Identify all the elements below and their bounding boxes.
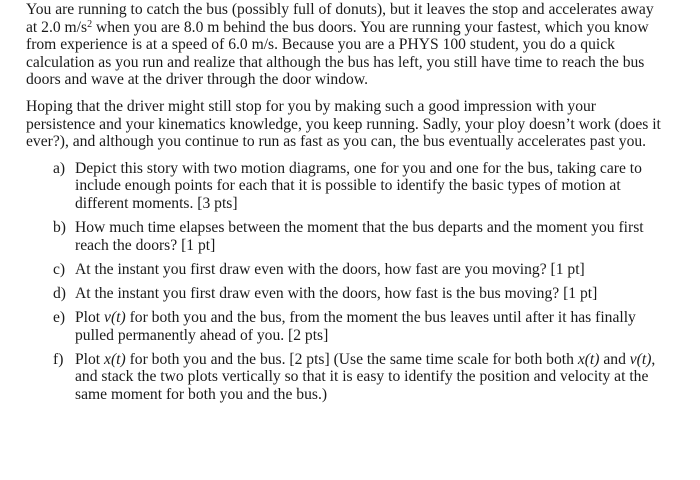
question-f-pre: Plot (75, 350, 105, 368)
question-f (53, 351, 666, 404)
question-d-text: At the instant you first draw even with the doors, how fast is the bus moving? [1 pt] (75, 284, 598, 302)
question-b-text: How much time elapses between the moment that the bus departs and the moment you first reach the doors? [1 pt] (75, 219, 644, 254)
question-a-label: a) (53, 159, 66, 177)
question-list (26, 160, 666, 404)
intro-paragraph-1-part-2: when you are 8.0 m behind the bus doors. You are running your fastest, which you know from experience is at a speed of 6.0 m/s. Because you are a PHYS 100 student, you do a quick calculation as you run and realize that although the bus has left, you still have time to reach the bus doors and wave at the driver through the door window. (26, 18, 649, 89)
question-b (53, 219, 666, 254)
acceleration-exponent: 2 (87, 18, 93, 30)
question-a-text: Depict this story with two motion diagrams, one for you and one for the bus, taking care to include enough points for each that it is possible to identify the basic types of motion at different moments. [3 pts] (75, 159, 642, 212)
question-f-math-xt-2: x(t) (577, 350, 600, 368)
question-f-text (75, 351, 666, 404)
question-f-label: f) (53, 350, 64, 368)
question-f-math-vt: v(t) (629, 350, 652, 368)
question-a (53, 160, 666, 213)
question-e-pre: Plot (75, 308, 105, 326)
question-e-math-vt: v(t) (104, 308, 126, 326)
question-b-label: b) (53, 219, 66, 237)
question-f-post: , and stack the two plots vertically so that it is easy to identify the position and velocity at the same moment for both you and the bus.) (75, 350, 656, 403)
question-c-label: c) (53, 260, 66, 278)
question-c (53, 261, 666, 279)
question-e-label: e) (53, 308, 66, 326)
question-e (53, 309, 666, 344)
question-e-post: for both you and the bus, from the moment the bus leaves until after it has finally pulled permanently ahead of you. [2 pts] (75, 308, 636, 344)
question-f-mid-1: for both you and the bus. [2 pts] (Use the same time scale for both both (125, 350, 578, 368)
question-f-math-xt: x(t) (104, 350, 126, 368)
intro-paragraph-1-part-1: You are running to catch the bus (possibly full of donuts), but it leaves the stop and accelerates away at 2.0 m/s (26, 1, 654, 36)
question-f-mid-2: and (599, 350, 630, 368)
intro-paragraph-1 (26, 0, 666, 89)
question-d (53, 285, 666, 303)
intro-paragraph-2: Hoping that the driver might still stop for you by making such a good impression with your persistence and your kinematics knowledge, you keep running. Sadly, your ploy doesn’t work (does it ever?), and although you continue to run as fast as you can, the bus eventually accelerates past you. (26, 97, 661, 151)
question-d-label: d) (53, 284, 66, 302)
question-e-text (75, 309, 666, 344)
question-c-text: At the instant you first draw even with the doors, how fast are you moving? [1 pt] (75, 260, 585, 278)
